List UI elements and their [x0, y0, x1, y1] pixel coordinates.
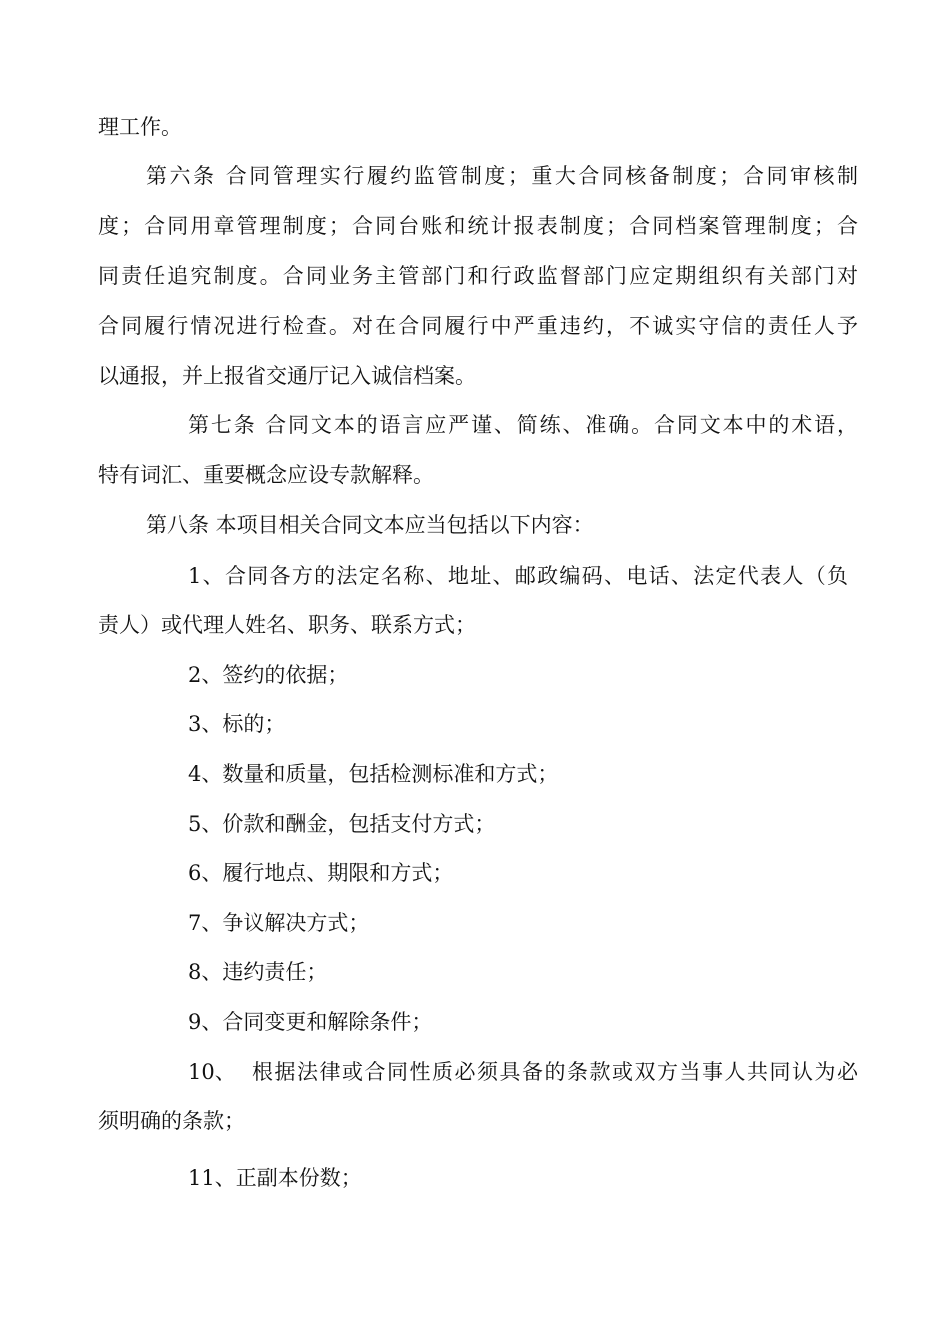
list-item-1-line-1: 1、合同各方的法定名称、地址、邮政编码、电话、法定代表人（负	[188, 564, 848, 588]
list-item-7: 7、争议解决方式；	[188, 911, 370, 935]
article-6-line-1: 第六条 合同管理实行履约监管制度；重大合同核备制度；合同审核制	[146, 164, 858, 188]
text-line-1: 理工作。	[98, 115, 182, 139]
list-item-9: 9、合同变更和解除条件；	[188, 1010, 433, 1034]
article-7-line-2: 特有词汇、重要概念应设专款解释。	[98, 463, 434, 487]
list-item-10-line-1: 根据法律或合同性质必须具备的条款或双方当事人共同认为必	[252, 1060, 858, 1084]
article-7-line-1: 第七条 合同文本的语言应严谨、简练、准确。合同文本中的术语，	[188, 413, 858, 437]
article-8-heading: 第八条 本项目相关合同文本应当包括以下内容：	[146, 513, 594, 537]
article-6-line-4: 合同履行情况进行检查。对在合同履行中严重违约，不诚实守信的责任人予	[98, 314, 858, 338]
article-6-line-5: 以通报，并上报省交通厅记入诚信档案。	[98, 364, 476, 388]
list-item-2: 2、签约的依据；	[188, 663, 349, 687]
article-6-line-2: 度；合同用章管理制度；合同台账和统计报表制度；合同档案管理制度；合	[98, 214, 858, 238]
list-item-3: 3、标的；	[188, 712, 286, 736]
list-item-10-line-2: 须明确的条款；	[98, 1109, 245, 1133]
list-item-5: 5、价款和酬金，包括支付方式；	[188, 812, 496, 836]
list-item-8: 8、违约责任；	[188, 960, 328, 984]
article-6-line-3: 同责任追究制度。合同业务主管部门和行政监督部门应定期组织有关部门对	[98, 264, 858, 288]
list-item-10-number: 10、	[188, 1060, 236, 1084]
list-item-6: 6、履行地点、期限和方式；	[188, 861, 454, 885]
list-item-1-line-2: 责人）或代理人姓名、职务、联系方式；	[98, 613, 476, 637]
list-item-11: 11、正副本份数；	[188, 1166, 362, 1190]
list-item-4: 4、数量和质量，包括检测标准和方式；	[188, 762, 559, 786]
